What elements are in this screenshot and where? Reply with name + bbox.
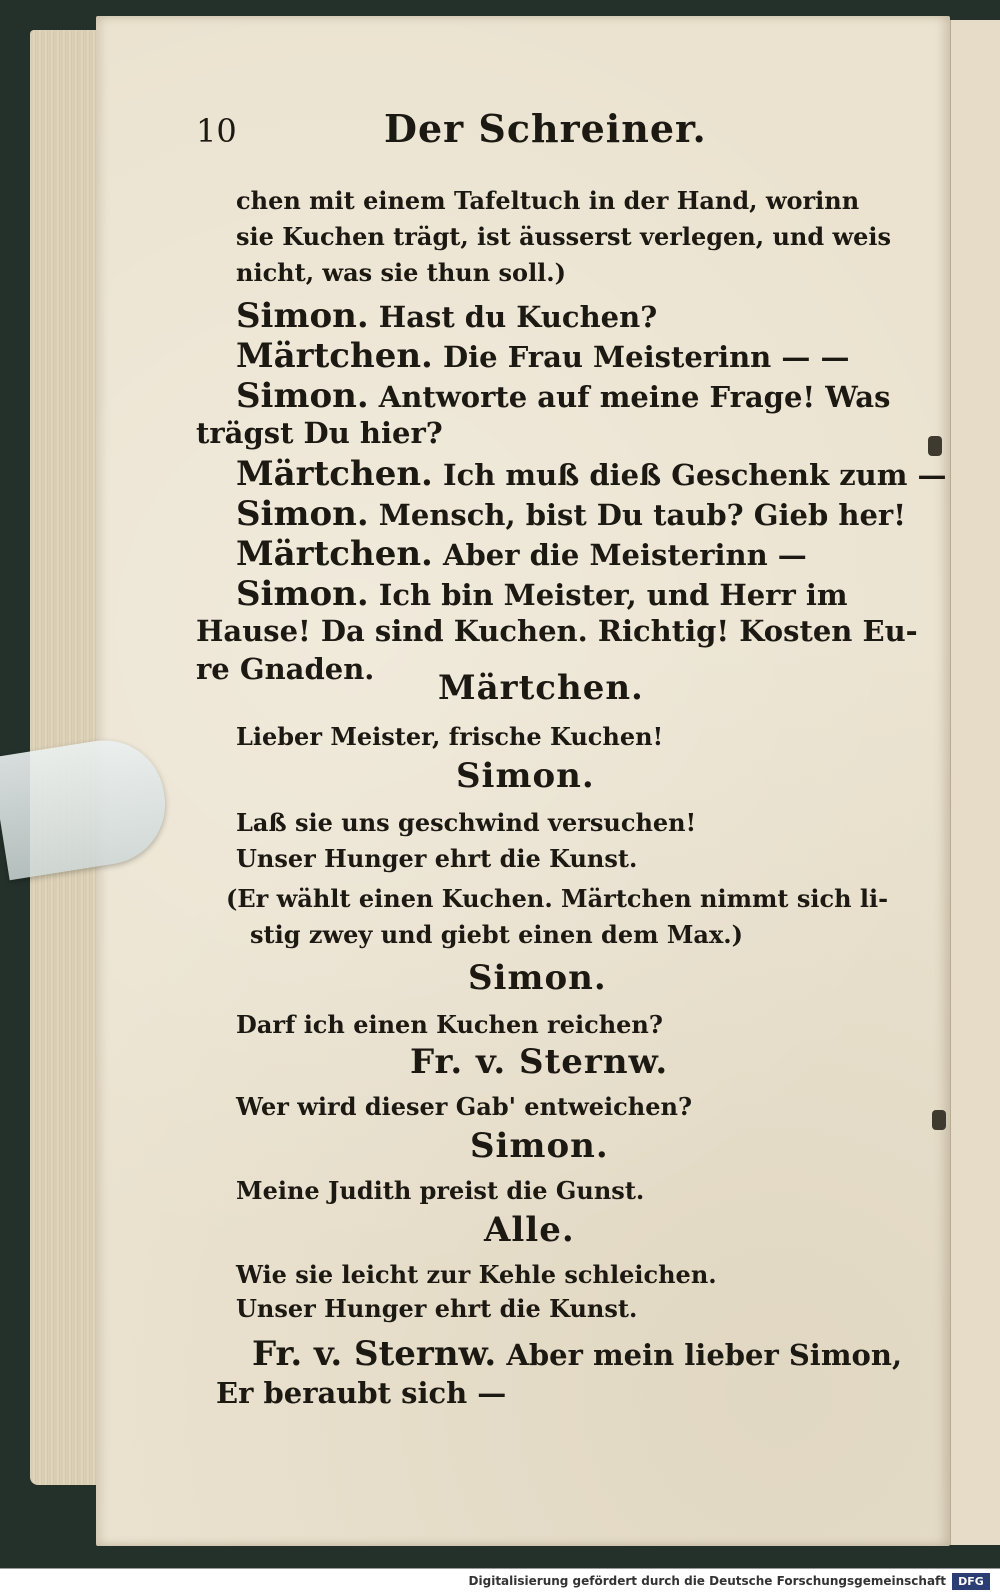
dialogue-text: Aber mein lieber Simon, [506, 1338, 903, 1372]
dialogue-line [236, 376, 890, 416]
dialogue-line [236, 336, 849, 376]
speaker-name: Simon. [236, 376, 369, 416]
song-line: Unser Hunger ehrt die Kunst. [236, 1294, 638, 1323]
speaker-name: Märtchen. [236, 534, 433, 574]
binding-clip [932, 1110, 946, 1130]
speaker-name: Simon. [236, 494, 369, 534]
dialogue-line [236, 534, 807, 574]
stage-direction-line: chen mit einem Tafeltuch in der Hand, worinn [236, 186, 860, 215]
stage-direction-line: (Er wählt einen Kuchen. Märtchen nimmt sich li- [226, 884, 889, 913]
dialogue-line [236, 494, 906, 534]
dialogue-line [252, 1334, 902, 1374]
dfg-logo: DFG [952, 1573, 990, 1590]
dialogue-text: Antworte auf meine Frage! Was [378, 380, 891, 414]
dialogue-text: trägst Du hier? [196, 416, 443, 450]
dialogue-line [196, 416, 443, 450]
dialogue-text: re Gnaden. [196, 652, 375, 686]
dialogue-text: Hause! Da sind Kuchen. Richtig! Kosten Eu- [196, 614, 918, 648]
song-speaker: Fr. v. Sternw. [410, 1042, 669, 1082]
song-line: Meine Judith preist die Gunst. [236, 1176, 645, 1205]
speaker-name: Märtchen. [236, 336, 433, 376]
song-speaker: Simon. [456, 756, 595, 796]
stage-direction-line: sie Kuchen trägt, ist äusserst verlegen, und weis [236, 222, 892, 251]
speaker-name: Simon. [236, 574, 369, 614]
dialogue-text: Mensch, bist Du taub? Gieb her! [378, 498, 906, 532]
funding-credit: Digitalisierung gefördert durch die Deutsche Forschungsgemeinschaft [468, 1574, 946, 1588]
song-line: Wie sie leicht zur Kehle schleichen. [236, 1260, 717, 1289]
speaker-name: Simon. [236, 296, 369, 336]
dialogue-line [216, 1376, 506, 1410]
dialogue-text: Er beraubt sich — [216, 1376, 507, 1410]
song-speaker: Alle. [484, 1210, 575, 1250]
song-line: Laß sie uns geschwind versuchen! [236, 808, 697, 837]
song-speaker: Simon. [470, 1126, 609, 1166]
facing-page-edge [948, 20, 1000, 1545]
dialogue-line [236, 454, 947, 494]
binding-clip [928, 436, 942, 456]
song-speaker: Simon. [468, 958, 607, 998]
speaker-name: Märtchen. [236, 454, 433, 494]
stage-direction-line: nicht, was sie thun soll.) [236, 258, 567, 287]
song-line: Darf ich einen Kuchen reichen? [236, 1010, 663, 1039]
dialogue-line [196, 652, 374, 686]
song-line: Lieber Meister, frische Kuchen! [236, 722, 664, 751]
page-number: 10 [196, 112, 237, 150]
song-line: Unser Hunger ehrt die Kunst. [236, 844, 638, 873]
dialogue-line [196, 614, 918, 648]
dialogue-text: Ich muß dieß Geschenk zum — [443, 458, 947, 492]
dialogue-text: Hast du Kuchen? [378, 300, 658, 334]
dialogue-text: Die Frau Meisterinn — — [443, 340, 850, 374]
song-speaker: Märtchen. [438, 668, 644, 708]
running-header: Der Schreiner. [384, 106, 707, 151]
footer-bar [0, 1568, 1000, 1595]
dialogue-text: Aber die Meisterinn — [443, 538, 807, 572]
dialogue-line [236, 574, 848, 614]
dialogue-line [236, 296, 657, 336]
dialogue-text: Ich bin Meister, und Herr im [378, 578, 848, 612]
speaker-name: Fr. v. Sternw. [252, 1334, 497, 1374]
stage-direction-line: stig zwey und giebt einen dem Max.) [250, 920, 743, 949]
song-line: Wer wird dieser Gab' entweichen? [236, 1092, 692, 1121]
